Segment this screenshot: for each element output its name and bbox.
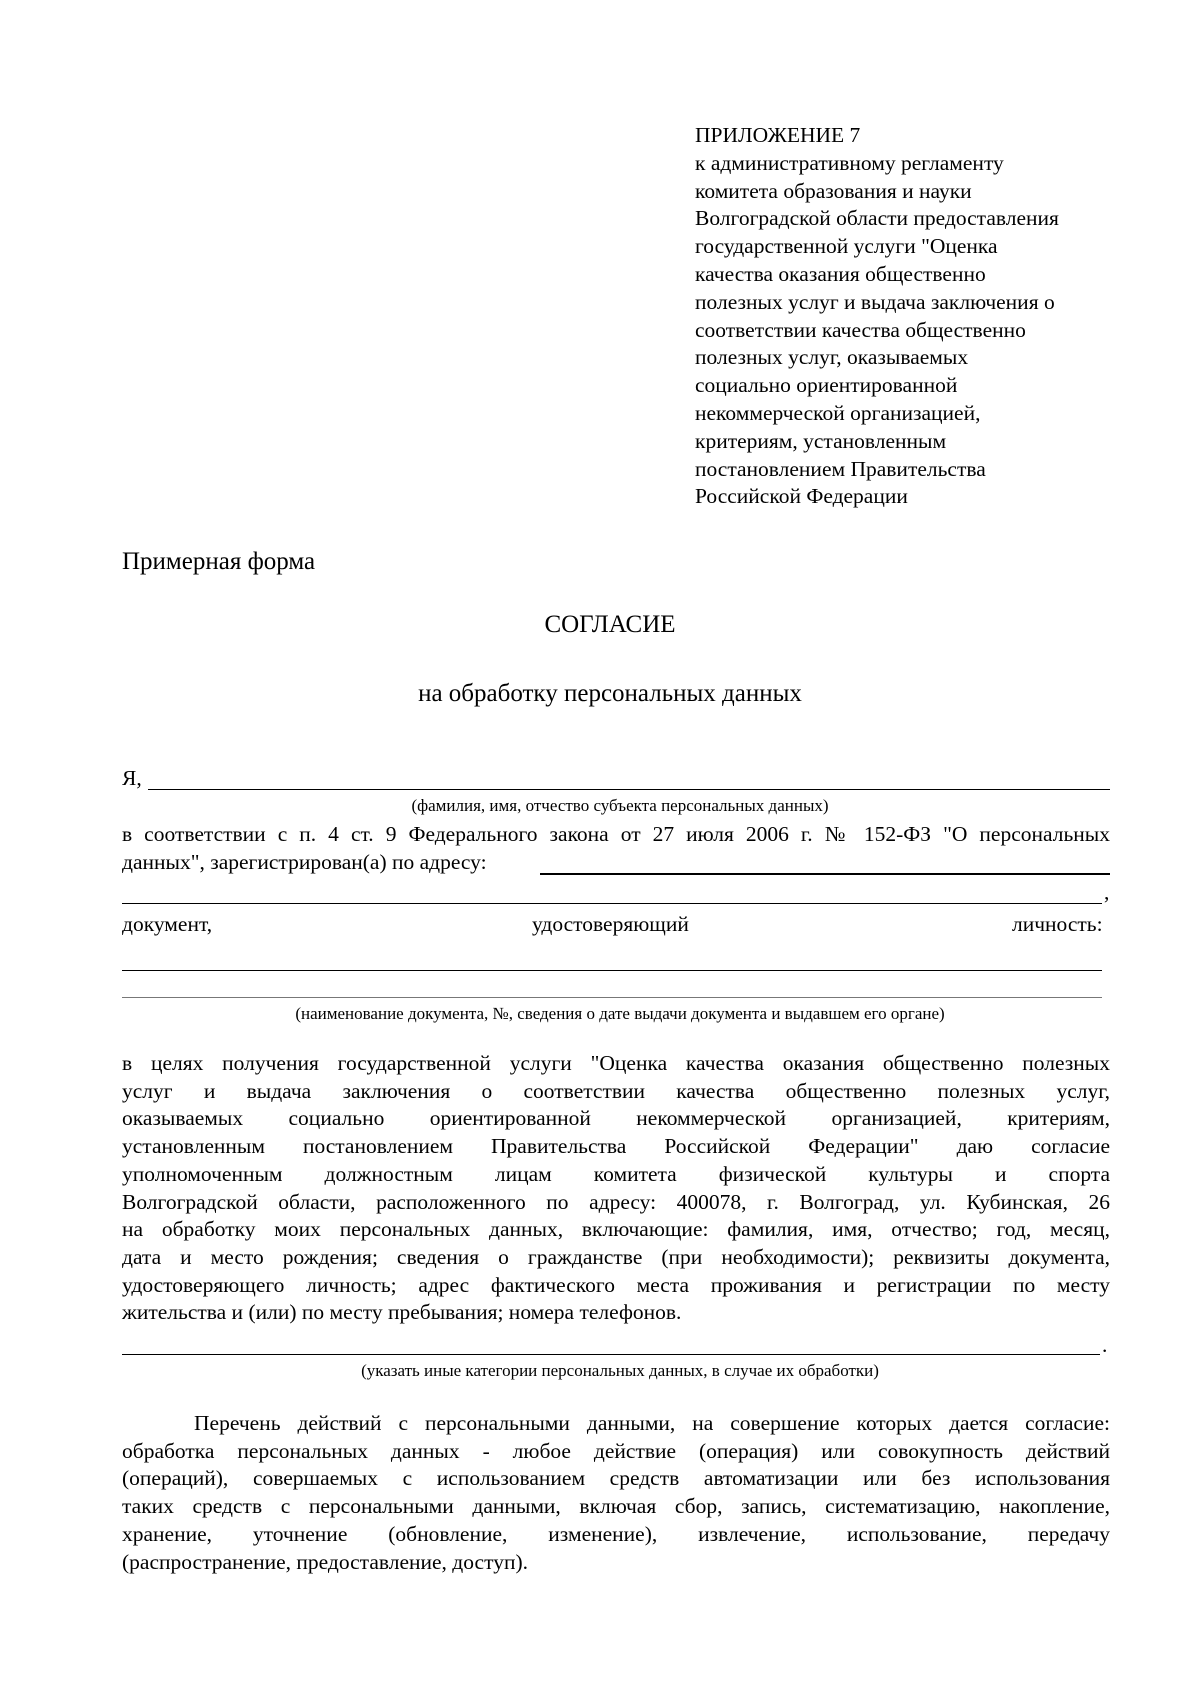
address-comma: ,: [1104, 880, 1110, 904]
appendix-line: качества оказания общественно: [695, 261, 986, 286]
address-field-line-2[interactable]: [122, 903, 1102, 904]
document-word: документ,: [122, 912, 213, 936]
purpose-line: уполномоченным должностным лицам комитета физической культуры и спорта: [122, 1161, 1110, 1186]
purpose-line: в целях получения государственной услуги "Оценка качества оказания общественно полезных: [122, 1051, 1110, 1075]
purpose-line: жительства и (или) по месту пребывания; номера телефонов.: [122, 1300, 682, 1325]
identity-doc-line-2[interactable]: [122, 997, 1102, 998]
actions-line: (операций), совершаемых с использованием средств автоматизации или без использования: [122, 1466, 1110, 1491]
appendix-line: комитета образования и науки: [695, 178, 972, 203]
appendix-line: соответствии качества общественно: [695, 317, 1026, 342]
address-field-line[interactable]: [540, 873, 1110, 875]
appendix-line: полезных услуг и выдача заключения о: [695, 289, 1055, 314]
form-type-label: Примерная форма: [122, 548, 316, 575]
purpose-paragraph: [122, 1050, 1110, 1327]
identity-doc-line-1[interactable]: [122, 970, 1102, 971]
appendix-line: некоммерческой организацией,: [695, 400, 981, 425]
actions-paragraph: [122, 1410, 1110, 1576]
document-subtitle: на обработку персональных данных: [418, 680, 802, 707]
actions-line: обработка персональных данных - любое действие (операция) или совокупность действий: [122, 1438, 1110, 1463]
appendix-line: государственной услуги "Оценка: [695, 234, 998, 259]
appendix-line: Российской Федерации: [695, 484, 908, 509]
appendix-block: [695, 122, 1135, 511]
appendix-line: Волгоградской области предоставления: [695, 206, 1059, 231]
appendix-line: полезных услуг, оказываемых: [695, 345, 969, 370]
name-field-line[interactable]: [148, 789, 1110, 790]
appendix-line: ПРИЛОЖЕНИЕ 7: [695, 123, 861, 147]
appendix-line: социально ориентированной: [695, 373, 958, 398]
actions-line: (распространение, предоставление, доступ).: [122, 1549, 528, 1574]
law-reference-line: в соответствии с п. 4 ст. 9 Федерального закона от 27 июля 2006 г. № 152-ФЗ "О персональных: [122, 822, 1110, 846]
identity-doc-caption: (наименование документа, №, сведения о дате выдачи документа и выдавшем его органе): [295, 1004, 945, 1023]
actions-line: таких средств с персональными данными, включая сбор, запись, систематизацию, накопление,: [122, 1494, 1110, 1519]
other-categories-caption: (указать иные категории персональных данных, в случае их обработки): [361, 1361, 879, 1380]
i-prefix: Я,: [122, 766, 142, 790]
purpose-line: установленным постановлением Правительства Российской Федерации" даю согласие: [122, 1134, 1110, 1159]
purpose-line: Волгоградской области, расположенного по адресу: 400078, г. Волгоград, ул. Кубинская, 26: [122, 1189, 1110, 1214]
other-categories-period: .: [1102, 1333, 1108, 1357]
certifying-word: удостоверяющий: [532, 912, 689, 936]
purpose-line: на обработку моих персональных данных, включающие: фамилия, имя, отчество; год, месяц,: [122, 1217, 1110, 1242]
actions-line: Перечень действий с персональными данными, на совершение которых дается согласие:: [194, 1411, 1110, 1435]
appendix-line: постановлением Правительства: [695, 456, 986, 481]
actions-line: хранение, уточнение (обновление, изменение), извлечение, использование, передачу: [122, 1521, 1110, 1546]
appendix-line: к административному регламенту: [695, 150, 1004, 175]
purpose-line: удостоверяющего личность; адрес фактического места проживания и регистрации по месту: [122, 1272, 1110, 1297]
document-title: СОГЛАСИЕ: [544, 611, 676, 638]
purpose-line: дата и место рождения; сведения о гражданстве (при необходимости); реквизиты документа,: [122, 1244, 1110, 1269]
purpose-line: оказываемых социально ориентированной некоммерческой организацией, критериям,: [122, 1106, 1110, 1131]
identity-word: личность:: [1012, 912, 1103, 936]
purpose-line: услуг и выдача заключения о соответствии качества общественно полезных услуг,: [122, 1078, 1110, 1103]
other-categories-line[interactable]: [122, 1354, 1100, 1355]
name-caption: (фамилия, имя, отчество субъекта персональных данных): [411, 796, 829, 815]
address-label: данных", зарегистрирован(а) по адресу:: [122, 850, 487, 874]
appendix-line: критериям, установленным: [695, 428, 947, 453]
